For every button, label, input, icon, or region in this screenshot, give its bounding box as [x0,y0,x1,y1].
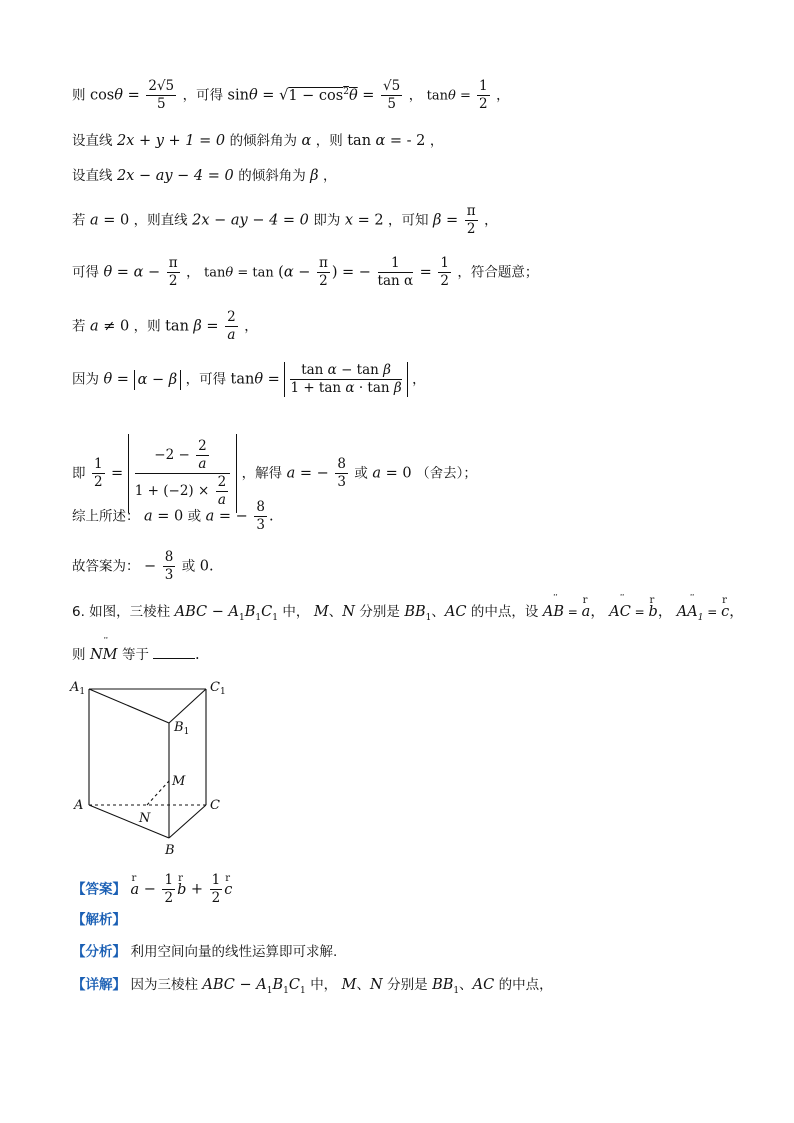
label-A: A [74,798,84,813]
answer-line: 【答案】 r a − $\frac{1}{2}$ r b + $\frac{1}{2}$ r c [72,872,232,907]
line-1: 则 cosθ = $\frac{2√5}{5}$ ，可得 $\sin\theta = √1 - \cos^2\theta$ = $\frac{√5}{5}$ ， tanθ = $\frac{1}{2}$ ， [72,78,510,112]
question-6-line-2: 则 ¨ NM 等于 . [72,645,200,665]
fenxi-line: 【分析】 利用空间向量的线性运算即可求解. [72,944,338,960]
detail-line: 【详解】 因为三棱柱 ABC − $A_1B_1C_1$ 中， M、N 分别是 $BB_1$、AC 的中点， [72,977,553,996]
line-5: 可得 θ = α − $\frac{\pi}{2}$ ， tanθ = tan (α − $\frac{\pi}{2}$ ) = − $\frac{1}{\text{tan α}}$ = $\frac{1}{2}$ ，符合题意； [72,255,539,289]
answer-blank [153,658,195,659]
line-7: 因为 θ = α − β ，可得 tanθ = $\frac{\text{tan α − tan β}}{\text{1 + tan α · tan β}}$ ， [72,362,426,396]
line-10: 故答案为： − $\frac{8}{3}$ 或 0. [72,549,214,583]
line-4: 若 a = 0 ，则直线 2x − ay − 4 = 0 即为 x = 2 ，可知 β = $\frac{\pi}{2}$ ， [72,203,498,237]
label-B1: $B_1$ [174,720,190,737]
fraction: $\frac{2√5}{5}$ [148,78,175,112]
label-N: N [139,811,151,826]
analysis-line: 【解析】 [72,912,126,928]
line-9: 综上所述： a = 0 或 a = − $\frac{8}{3}$ . [72,499,274,533]
label-B: B [165,843,175,856]
line-2: 设直线 2x + y + 1 = 0 的倾斜角为 α ，则 tan α = - 2 ， [72,133,444,149]
label-M: M [172,774,186,789]
question-6: 6. 如图，三棱柱 ABC − $A_1B_1C_1$ 中， M、N 分别是 $BB_1$、AC 的中点，设 ¨ AB = r a， ¨ AC = r b， ¨ $AA_1 = r$ c， [72,602,744,628]
line-3: 设直线 2x − ay − 4 = 0 的倾斜角为 β ， [72,168,337,184]
triangular-prism-figure [60,676,240,856]
label-C1: $C_1$ [210,680,226,697]
label-C: C [210,798,220,813]
line-8: 即 $\frac{1}{2}$ = −2 − $\frac{2}{a}$ 1 + (−2) × $\frac{2}{a}$ ，解得 a = − $\frac{8}{3}$ 或 a = 0 （舍去）； [72,434,477,513]
line-6: 若 a ≠ 0 ，则 tan β = $\frac{2}{a}$ ， [72,309,258,343]
label-A1: $A_1$ [70,680,86,697]
